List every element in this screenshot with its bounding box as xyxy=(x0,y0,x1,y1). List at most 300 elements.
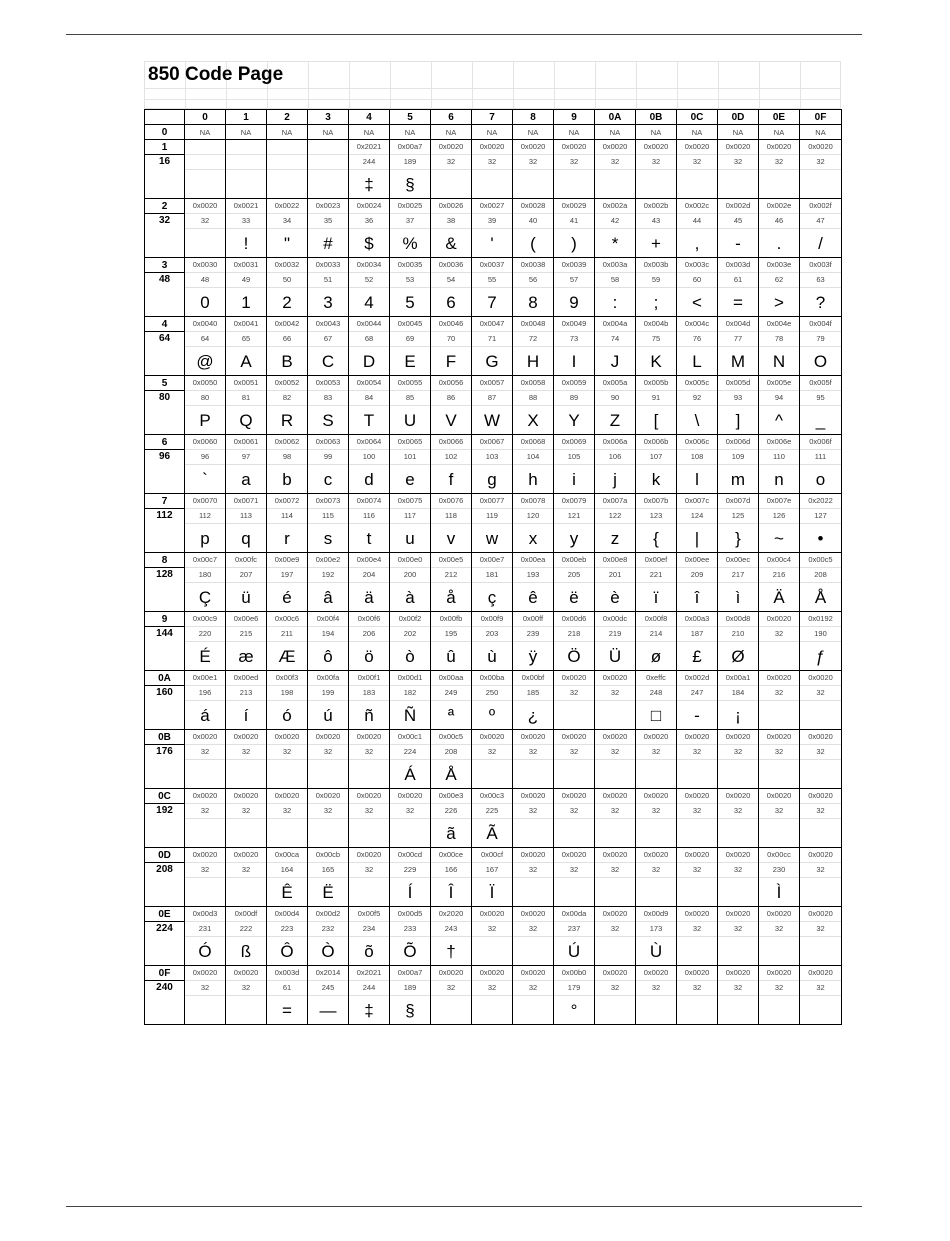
unicode-value: 0x0020 xyxy=(808,909,833,918)
unicode-value: 0x004c xyxy=(684,319,710,328)
row-label xyxy=(145,376,185,435)
character-glyph: ? xyxy=(800,287,841,316)
decimal-value: 49 xyxy=(226,272,266,287)
column-header: 1 xyxy=(226,110,267,125)
na-cell: NA xyxy=(636,125,677,140)
decimal-value: 104 xyxy=(513,449,553,464)
na-cell: NA xyxy=(185,125,226,140)
decimal-value: 196 xyxy=(185,685,225,700)
decimal-value: 32 xyxy=(677,803,717,818)
character-glyph: ‡ xyxy=(349,995,389,1024)
decimal-value: 92 xyxy=(677,390,717,405)
decimal-value: 32 xyxy=(677,154,717,169)
character-glyph: Ñ xyxy=(390,700,430,729)
character-glyph: E xyxy=(390,346,430,375)
decimal-value: 32 xyxy=(308,744,348,759)
row-hex: 5 xyxy=(161,378,168,389)
unicode-value: 0x0046 xyxy=(438,319,464,328)
decimal-value: 32 xyxy=(554,862,594,877)
character-glyph: Ô xyxy=(267,936,307,965)
column-header: 8 xyxy=(513,110,554,125)
unicode-value: 0x0020 xyxy=(479,909,505,918)
character-glyph xyxy=(800,818,841,847)
table-row xyxy=(145,140,842,199)
character-glyph: C xyxy=(308,346,348,375)
decimal-value: 219 xyxy=(595,626,635,641)
character-glyph xyxy=(513,936,553,965)
code-cell xyxy=(759,907,800,966)
code-cell xyxy=(718,848,759,907)
code-cell xyxy=(472,435,513,494)
code-cell xyxy=(554,671,595,730)
code-cell xyxy=(308,435,349,494)
character-glyph xyxy=(595,169,635,198)
character-glyph: + xyxy=(636,228,676,257)
row-hex: 9 xyxy=(161,614,168,625)
decimal-value: 32 xyxy=(513,803,553,818)
decimal-value: 114 xyxy=(267,508,307,523)
character-glyph xyxy=(759,995,799,1024)
unicode-value: 0x0049 xyxy=(561,319,587,328)
unicode-value: 0x007c xyxy=(684,496,710,505)
table-row xyxy=(145,494,842,553)
code-cell xyxy=(349,435,390,494)
unicode-value: 0x005b xyxy=(643,378,669,387)
row-hex: 1 xyxy=(161,142,168,153)
row-decimal: 160 xyxy=(145,685,185,700)
code-cell xyxy=(554,730,595,789)
decimal-value xyxy=(267,154,307,169)
unicode-value: 0x0023 xyxy=(315,201,341,210)
character-glyph: X xyxy=(513,405,553,434)
character-glyph: 3 xyxy=(308,287,348,316)
code-cell xyxy=(185,199,226,258)
unicode-value: 0x0020 xyxy=(233,850,259,859)
unicode-value: 0x002e xyxy=(766,201,792,210)
character-glyph: Í xyxy=(390,877,430,906)
unicode-value: 0x0028 xyxy=(520,201,546,210)
character-glyph: ø xyxy=(636,641,676,670)
decimal-value: 45 xyxy=(718,213,758,228)
character-glyph xyxy=(718,818,758,847)
decimal-value: 194 xyxy=(308,626,348,641)
decimal-value: 32 xyxy=(267,744,307,759)
code-cell xyxy=(800,789,842,848)
character-glyph: _ xyxy=(800,405,841,434)
column-header: 0 xyxy=(185,110,226,125)
column-header: 0F xyxy=(800,110,842,125)
column-header-row xyxy=(145,110,842,125)
character-glyph: Ê xyxy=(267,877,307,906)
row-hex: 0B xyxy=(158,732,171,743)
decimal-value: 73 xyxy=(554,331,594,346)
decimal-value: 36 xyxy=(349,213,389,228)
decimal-value: 66 xyxy=(267,331,307,346)
character-glyph xyxy=(636,759,676,788)
unicode-value: 0x0020 xyxy=(808,732,833,741)
unicode-value: 0x0020 xyxy=(561,673,587,682)
decimal-value: 32 xyxy=(759,744,799,759)
character-glyph xyxy=(800,936,841,965)
unicode-value: 0x00ee xyxy=(684,555,710,564)
decimal-value: 34 xyxy=(267,213,307,228)
decimal-value: 32 xyxy=(185,862,225,877)
unicode-value: 0x00e0 xyxy=(397,555,423,564)
unicode-value: 0x0020 xyxy=(808,791,833,800)
decimal-value: 119 xyxy=(472,508,512,523)
decimal-value: 32 xyxy=(759,980,799,995)
unicode-value: 0x005d xyxy=(725,378,751,387)
character-glyph: ò xyxy=(390,641,430,670)
character-glyph: s xyxy=(308,523,348,552)
unicode-value: 0x00bf xyxy=(521,673,545,682)
character-glyph: O xyxy=(800,346,841,375)
code-cell xyxy=(431,730,472,789)
unicode-value: 0x00c9 xyxy=(192,614,218,623)
character-glyph: § xyxy=(390,169,430,198)
unicode-value: 0x003c xyxy=(684,260,710,269)
character-glyph: ' xyxy=(472,228,512,257)
row-decimal: 32 xyxy=(145,213,185,228)
decimal-value: 101 xyxy=(390,449,430,464)
decimal-value: 32 xyxy=(431,980,471,995)
code-cell xyxy=(554,376,595,435)
unicode-value: 0x0020 xyxy=(684,791,710,800)
decimal-value: 223 xyxy=(267,921,307,936)
code-cell xyxy=(226,494,267,553)
unicode-value: 0x00e3 xyxy=(438,791,464,800)
decimal-value: 187 xyxy=(677,626,717,641)
decimal-value: 164 xyxy=(267,862,307,877)
decimal-value: 32 xyxy=(800,862,841,877)
unicode-value: 0x0032 xyxy=(274,260,300,269)
character-glyph: Ì xyxy=(759,877,799,906)
code-cell xyxy=(513,140,554,199)
character-glyph xyxy=(718,877,758,906)
code-cell xyxy=(554,317,595,376)
unicode-value: 0x0020 xyxy=(602,909,628,918)
unicode-value: 0x004f xyxy=(809,319,832,328)
character-glyph: \ xyxy=(677,405,717,434)
unicode-value: 0x006c xyxy=(684,437,710,446)
unicode-value: 0x0020 xyxy=(725,968,751,977)
decimal-value: 32 xyxy=(800,803,841,818)
decimal-value: 197 xyxy=(267,567,307,582)
decimal-value: 195 xyxy=(431,626,471,641)
unicode-value: 0x0020 xyxy=(766,791,792,800)
character-glyph: y xyxy=(554,523,594,552)
row-decimal: 144 xyxy=(145,626,185,641)
na-cell: NA xyxy=(431,125,472,140)
decimal-value: 234 xyxy=(349,921,389,936)
unicode-value: 0x0034 xyxy=(356,260,382,269)
character-glyph: L xyxy=(677,346,717,375)
character-glyph: = xyxy=(718,287,758,316)
character-glyph xyxy=(759,641,799,670)
decimal-value: 102 xyxy=(431,449,471,464)
character-glyph xyxy=(185,877,225,906)
code-cell xyxy=(636,435,677,494)
unicode-value: 0x0020 xyxy=(561,791,587,800)
code-cell xyxy=(718,553,759,612)
code-cell xyxy=(185,494,226,553)
decimal-value: 80 xyxy=(185,390,225,405)
row-decimal: 112 xyxy=(145,508,185,523)
code-cell xyxy=(308,612,349,671)
row-label xyxy=(145,317,185,376)
character-glyph: ) xyxy=(554,228,594,257)
unicode-value: 0x00fa xyxy=(316,673,340,682)
code-cell xyxy=(267,907,308,966)
decimal-value: 32 xyxy=(390,803,430,818)
character-glyph: □ xyxy=(636,700,676,729)
character-glyph: = xyxy=(267,995,307,1024)
character-glyph: o xyxy=(800,464,841,493)
unicode-value: 0x0074 xyxy=(356,496,382,505)
character-glyph: Q xyxy=(226,405,266,434)
na-cell: NA xyxy=(390,125,431,140)
unicode-value: 0xeffc xyxy=(646,673,666,682)
decimal-value: 77 xyxy=(718,331,758,346)
decimal-value: 32 xyxy=(800,980,841,995)
code-cell xyxy=(185,907,226,966)
character-glyph: — xyxy=(308,995,348,1024)
decimal-value: 116 xyxy=(349,508,389,523)
code-cell xyxy=(677,966,718,1025)
character-glyph xyxy=(677,759,717,788)
unicode-value: 0x00b0 xyxy=(561,968,587,977)
decimal-value: 32 xyxy=(636,803,676,818)
character-glyph xyxy=(759,818,799,847)
decimal-value: 122 xyxy=(595,508,635,523)
character-glyph: ù xyxy=(472,641,512,670)
code-cell xyxy=(390,317,431,376)
decimal-value: 217 xyxy=(718,567,758,582)
character-glyph xyxy=(513,818,553,847)
character-glyph xyxy=(349,818,389,847)
unicode-value: 0x0020 xyxy=(766,968,792,977)
code-cell xyxy=(349,140,390,199)
code-cell xyxy=(513,671,554,730)
character-glyph xyxy=(513,759,553,788)
unicode-value: 0x002a xyxy=(602,201,628,210)
unicode-value: 0x005c xyxy=(684,378,710,387)
decimal-value: 247 xyxy=(677,685,717,700)
decimal-value: 63 xyxy=(800,272,841,287)
decimal-value: 209 xyxy=(677,567,717,582)
character-glyph xyxy=(800,877,841,906)
code-cell xyxy=(185,789,226,848)
code-cell xyxy=(800,907,842,966)
code-cell xyxy=(431,671,472,730)
unicode-value: 0x00c5 xyxy=(808,555,833,564)
unicode-value: 0x0078 xyxy=(520,496,546,505)
decimal-value xyxy=(185,154,225,169)
na-cell: NA xyxy=(718,125,759,140)
character-glyph: P xyxy=(185,405,225,434)
unicode-value: 0x0020 xyxy=(725,732,751,741)
decimal-value: 224 xyxy=(390,744,430,759)
decimal-value: 199 xyxy=(308,685,348,700)
row-label xyxy=(145,199,185,258)
unicode-value: 0x00c1 xyxy=(397,732,423,741)
character-glyph xyxy=(226,759,266,788)
code-cell xyxy=(759,730,800,789)
unicode-value: 0x0020 xyxy=(808,968,833,977)
decimal-value: 206 xyxy=(349,626,389,641)
decimal-value: 106 xyxy=(595,449,635,464)
character-glyph: " xyxy=(267,228,307,257)
character-glyph xyxy=(800,759,841,788)
code-cell xyxy=(595,553,636,612)
code-cell xyxy=(431,199,472,258)
code-cell xyxy=(226,140,267,199)
code-cell xyxy=(472,612,513,671)
code-cell xyxy=(800,376,842,435)
table-row xyxy=(145,612,842,671)
unicode-value: 0x0020 xyxy=(520,791,546,800)
column-header: 4 xyxy=(349,110,390,125)
unicode-value xyxy=(185,140,225,154)
code-cell xyxy=(554,494,595,553)
unicode-value: 0x0020 xyxy=(684,968,710,977)
character-glyph: ï xyxy=(636,582,676,611)
unicode-value: 0x0020 xyxy=(766,673,792,682)
unicode-value: 0x004b xyxy=(643,319,669,328)
code-cell xyxy=(185,966,226,1025)
unicode-value: 0x0056 xyxy=(438,378,464,387)
unicode-value: 0x2022 xyxy=(808,496,833,505)
row-label: 0 xyxy=(145,125,185,140)
row-label xyxy=(145,435,185,494)
code-cell xyxy=(267,199,308,258)
column-header: 3 xyxy=(308,110,349,125)
unicode-value: 0x00ca xyxy=(274,850,300,859)
character-glyph: ~ xyxy=(759,523,799,552)
decimal-value: 35 xyxy=(308,213,348,228)
code-cell xyxy=(472,199,513,258)
character-glyph: Õ xyxy=(390,936,430,965)
na-cell: NA xyxy=(759,125,800,140)
decimal-value: 32 xyxy=(759,626,799,641)
decimal-value: 32 xyxy=(759,921,799,936)
decimal-value: 118 xyxy=(431,508,471,523)
unicode-value: 0x0038 xyxy=(520,260,546,269)
decimal-value: 52 xyxy=(349,272,389,287)
character-glyph: l xyxy=(677,464,717,493)
code-cell xyxy=(349,317,390,376)
decimal-value: 87 xyxy=(472,390,512,405)
code-cell xyxy=(554,140,595,199)
unicode-value: 0x2021 xyxy=(356,142,382,151)
decimal-value: 88 xyxy=(513,390,553,405)
unicode-value: 0x002d xyxy=(725,201,751,210)
decimal-value: 32 xyxy=(595,744,635,759)
code-cell xyxy=(390,789,431,848)
decimal-value: 179 xyxy=(554,980,594,995)
code-cell xyxy=(390,258,431,317)
character-glyph: & xyxy=(431,228,471,257)
code-cell xyxy=(267,317,308,376)
decimal-value: 167 xyxy=(472,862,512,877)
decimal-value: 115 xyxy=(308,508,348,523)
code-cell xyxy=(185,612,226,671)
code-cell xyxy=(267,494,308,553)
character-glyph: Ë xyxy=(308,877,348,906)
character-glyph: Ø xyxy=(718,641,758,670)
decimal-value: 32 xyxy=(595,685,635,700)
unicode-value: 0x0020 xyxy=(192,201,218,210)
unicode-value: 0x0020 xyxy=(684,850,710,859)
unicode-value: 0x0027 xyxy=(479,201,505,210)
character-glyph: è xyxy=(595,582,635,611)
character-glyph: Á xyxy=(390,759,430,788)
unicode-value: 0x00e6 xyxy=(233,614,259,623)
code-cell xyxy=(677,435,718,494)
unicode-value: 0x2021 xyxy=(356,968,382,977)
character-glyph xyxy=(595,759,635,788)
character-glyph: h xyxy=(513,464,553,493)
decimal-value: 93 xyxy=(718,390,758,405)
code-cell xyxy=(595,730,636,789)
decimal-value: 32 xyxy=(554,685,594,700)
decimal-value: 32 xyxy=(431,154,471,169)
code-cell xyxy=(390,848,431,907)
code-cell xyxy=(636,258,677,317)
character-glyph: > xyxy=(759,287,799,316)
character-glyph xyxy=(800,700,841,729)
character-glyph: b xyxy=(267,464,307,493)
unicode-value: 0x0020 xyxy=(643,968,669,977)
character-glyph: - xyxy=(718,228,758,257)
character-glyph xyxy=(636,169,676,198)
unicode-value: 0x0020 xyxy=(725,909,751,918)
unicode-value: 0x00e7 xyxy=(479,555,505,564)
code-cell xyxy=(759,553,800,612)
decimal-value: 91 xyxy=(636,390,676,405)
decimal-value: 32 xyxy=(472,980,512,995)
code-cell xyxy=(718,140,759,199)
unicode-value: 0x00e2 xyxy=(315,555,341,564)
decimal-value: 244 xyxy=(349,980,389,995)
character-glyph xyxy=(267,759,307,788)
character-glyph xyxy=(185,759,225,788)
character-glyph: 5 xyxy=(390,287,430,316)
code-cell xyxy=(349,376,390,435)
character-glyph: N xyxy=(759,346,799,375)
unicode-value: 0x00f8 xyxy=(644,614,668,623)
decimal-value: 32 xyxy=(267,803,307,818)
unicode-value: 0x0062 xyxy=(274,437,300,446)
unicode-value: 0x0020 xyxy=(561,142,587,151)
unicode-value: 0x00d3 xyxy=(192,909,218,918)
unicode-value: 0x00fb xyxy=(439,614,463,623)
decimal-value: 32 xyxy=(513,154,553,169)
code-cell xyxy=(759,435,800,494)
code-cell xyxy=(636,553,677,612)
decimal-value: 32 xyxy=(800,921,841,936)
character-glyph xyxy=(677,936,717,965)
code-cell xyxy=(226,671,267,730)
row-hex: 0D xyxy=(158,850,171,861)
na-cell: NA xyxy=(267,125,308,140)
character-glyph: : xyxy=(595,287,635,316)
decimal-value: 32 xyxy=(677,862,717,877)
unicode-value: 0x0020 xyxy=(520,142,546,151)
decimal-value: 125 xyxy=(718,508,758,523)
decimal-value: 46 xyxy=(759,213,799,228)
code-cell xyxy=(677,612,718,671)
